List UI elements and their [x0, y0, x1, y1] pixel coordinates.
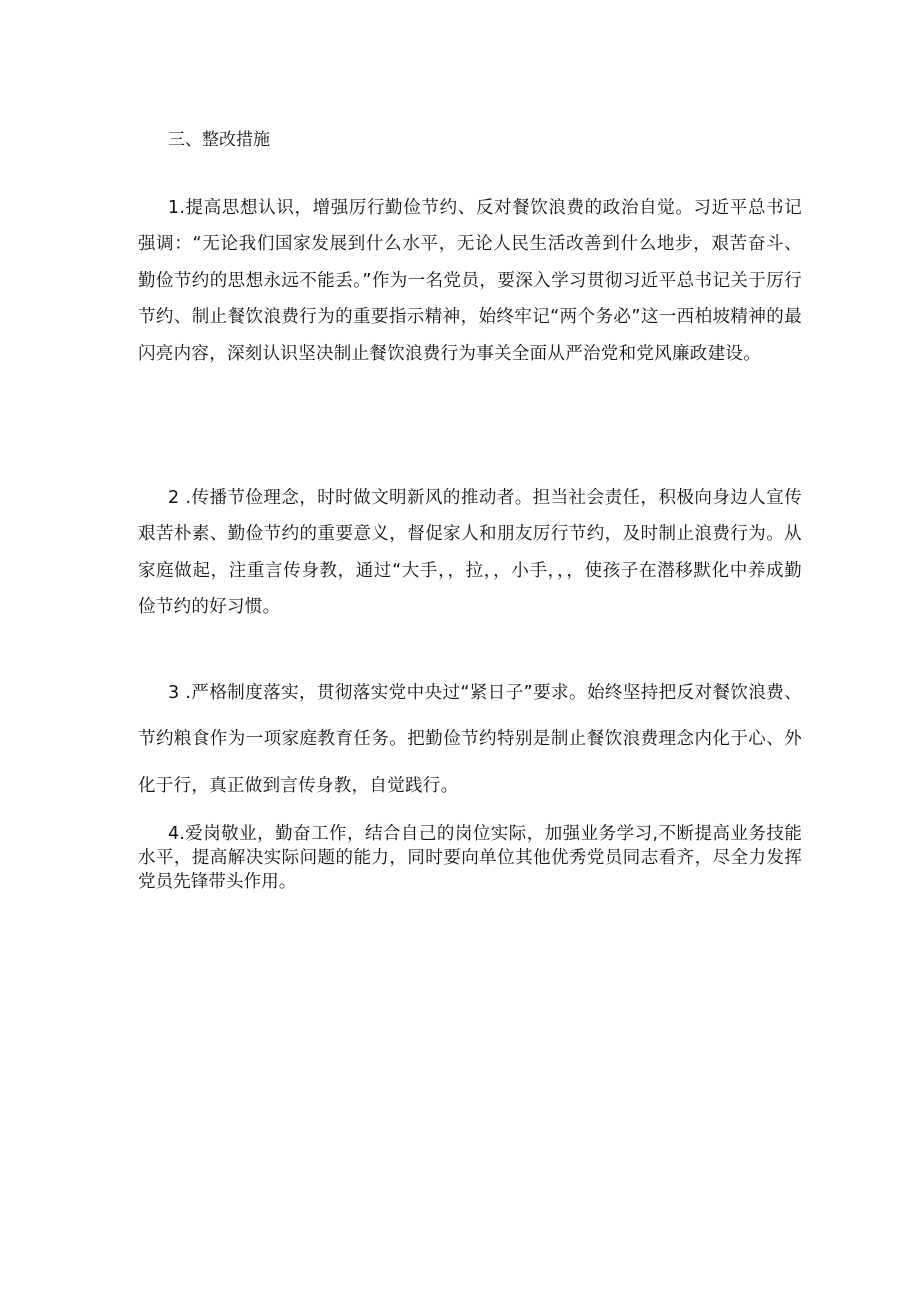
paragraph-4: 4.爱岗敬业，勤奋工作，结合自己的岗位实际，加强业务学习,不断提高业务技能水平，提高解决实际问题的能力，同时要向单位其他优秀党员同志看齐，尽全力发挥党员先锋带头作用。	[138, 823, 802, 892]
paragraph-3: 3 .严格制度落实，贯彻落实党中央过“紧日子”要求。始终坚持把反对餐饮浪费、节约粮食作为一项家庭教育任务。把勤俭节约特别是制止餐饮浪费理念内化于心、外化于行，真正做到言传身教，自觉践行。	[138, 682, 802, 796]
paragraph-2: 2 .传播节俭理念，时时做文明新风的推动者。担当社会责任，积极向身边人宣传艰苦朴素、勤俭节约的重要意义，督促家人和朋友厉行节约，及时制止浪费行为。从家庭做起，注重言传身教，通过“大手，，拉，，小手，，，使孩子在潜移默化中养成勤俭节约的好习惯。	[138, 487, 802, 618]
paragraph-1: 1.提高思想认识，增强厉行勤俭节约、反对餐饮浪费的政治自觉。习近平总书记强调：“无论我们国家发展到什么水平，无论人民生活改善到什么地步，艰苦奋斗、勤俭节约的思想永远不能丢。”作为一名党员，要深入学习贯彻习近平总书记关于厉行节约、制止餐饮浪费行为的重要指示精神，始终牢记“两个务必”这一西柏坡精神的最闪亮内容，深刻认识坚决制止餐饮浪费行为事关全面从严治党和党风廉政建设。	[138, 197, 802, 364]
section-heading: 三、整改措施	[168, 130, 270, 150]
